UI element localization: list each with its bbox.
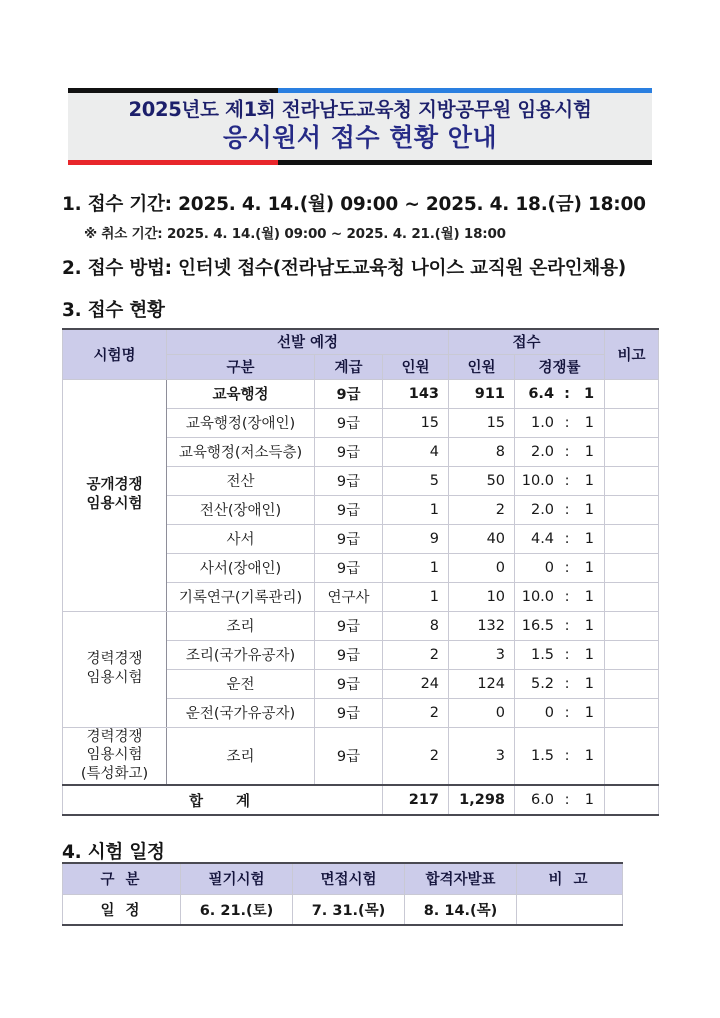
cell-planned-count: 4 xyxy=(383,437,449,466)
cell-division: 조리(국가유공자) xyxy=(167,640,315,669)
schedule-announcement-date: 8. 14.(목) xyxy=(405,894,517,925)
title-banner xyxy=(68,88,652,165)
header-note: 비고 xyxy=(605,329,659,379)
banner-bottom-rule-black xyxy=(278,160,652,165)
ratio-colon: : xyxy=(564,414,570,431)
cell-ratio xyxy=(515,379,605,408)
schedule-header-row xyxy=(63,863,623,894)
schedule-written-date: 6. 21.(토) xyxy=(181,894,293,925)
table-body xyxy=(63,379,659,815)
cell-applied-count: 2 xyxy=(449,495,515,524)
ratio-colon: : xyxy=(564,559,570,576)
cell-ratio xyxy=(515,524,605,553)
table-header-row-1 xyxy=(63,329,659,354)
cell-rank: 9급 xyxy=(315,408,383,437)
ratio-base: 1 xyxy=(584,559,595,576)
cell-rank: 9급 xyxy=(315,524,383,553)
ratio-value: 10.0 xyxy=(521,588,555,605)
ratio-value: 1.5 xyxy=(530,646,555,663)
section-2-application-method: 2. 접수 방법: 인터넷 접수(전라남도교육청 나이스 교직원 온라인채용) xyxy=(62,258,627,279)
schedule-interview-date: 7. 31.(목) xyxy=(293,894,405,925)
schedule-header-note: 비 고 xyxy=(517,863,623,894)
cell-note xyxy=(605,582,659,611)
cell-applied-count: 3 xyxy=(449,727,515,785)
ratio-value: 0 xyxy=(544,704,555,721)
cell-division: 운전 xyxy=(167,669,315,698)
banner-bottom-rule xyxy=(68,160,652,165)
banner-bottom-rule-red xyxy=(68,160,278,165)
cell-note xyxy=(605,698,659,727)
header-division: 구분 xyxy=(167,354,315,379)
header-exam-name: 시험명 xyxy=(63,329,167,379)
ratio-base: 1 xyxy=(584,472,595,489)
cell-ratio xyxy=(515,437,605,466)
cell-division: 교육행정(저소득층) xyxy=(167,437,315,466)
header-applied-group: 접수 xyxy=(449,329,605,354)
ratio-value: 1.0 xyxy=(530,414,555,431)
cell-planned-count: 24 xyxy=(383,669,449,698)
ratio-value: 10.0 xyxy=(521,472,555,489)
ratio-base: 1 xyxy=(584,617,595,634)
cell-rank: 9급 xyxy=(315,640,383,669)
header-planned-group: 선발 예정 xyxy=(167,329,449,354)
cell-exam-group-name: 공개경쟁 임용시험 xyxy=(63,379,167,611)
cell-exam-group-name: 경력경쟁 임용시험 (특성화고) xyxy=(63,727,167,785)
cell-division: 사서(장애인) xyxy=(167,553,315,582)
cell-note xyxy=(605,611,659,640)
cell-planned-count: 2 xyxy=(383,698,449,727)
total-applied-count: 1,298 xyxy=(449,785,515,815)
cell-rank: 9급 xyxy=(315,466,383,495)
cell-ratio xyxy=(515,611,605,640)
ratio-base: 1 xyxy=(584,501,595,518)
schedule-header-division: 구 분 xyxy=(63,863,181,894)
total-note xyxy=(605,785,659,815)
banner-subtitle: 2025년도 제1회 전라남도교육청 지방공무원 임용시험 xyxy=(128,98,592,121)
ratio-colon: : xyxy=(564,501,570,518)
ratio-base: 1 xyxy=(584,675,595,692)
banner-top-rule xyxy=(68,88,652,93)
ratio-colon: : xyxy=(564,472,570,489)
ratio-colon: : xyxy=(564,530,570,547)
ratio-value: 16.5 xyxy=(521,617,555,634)
header-ratio: 경쟁률 xyxy=(515,354,605,379)
cell-division: 전산 xyxy=(167,466,315,495)
ratio-base: 1 xyxy=(584,443,595,460)
ratio-colon: : xyxy=(564,443,570,460)
cell-planned-count: 1 xyxy=(383,495,449,524)
cell-division: 사서 xyxy=(167,524,315,553)
cell-note xyxy=(605,553,659,582)
cell-applied-count: 911 xyxy=(449,379,515,408)
ratio-colon: : xyxy=(564,588,570,605)
cell-applied-count: 0 xyxy=(449,698,515,727)
total-planned-count: 217 xyxy=(383,785,449,815)
cell-division: 운전(국가유공자) xyxy=(167,698,315,727)
ratio-base: 1 xyxy=(584,588,595,605)
cell-ratio xyxy=(515,698,605,727)
cell-ratio xyxy=(515,669,605,698)
cell-applied-count: 50 xyxy=(449,466,515,495)
ratio-colon: : xyxy=(564,646,570,663)
cell-applied-count: 10 xyxy=(449,582,515,611)
cell-ratio xyxy=(515,727,605,785)
cell-rank: 9급 xyxy=(315,669,383,698)
cell-division: 전산(장애인) xyxy=(167,495,315,524)
exam-schedule-table xyxy=(62,862,623,926)
cell-planned-count: 1 xyxy=(383,582,449,611)
schedule-header-announcement: 합격자발표 xyxy=(405,863,517,894)
section-4-heading: 4. 시험 일정 xyxy=(62,842,165,863)
cell-rank: 9급 xyxy=(315,727,383,785)
cell-ratio xyxy=(515,582,605,611)
schedule-data-row xyxy=(63,894,623,925)
cell-applied-count: 8 xyxy=(449,437,515,466)
ratio-value: 6.4 xyxy=(528,385,555,402)
banner-top-rule-blue xyxy=(278,88,652,93)
cell-applied-count: 40 xyxy=(449,524,515,553)
ratio-colon: : xyxy=(564,617,570,634)
cell-rank: 9급 xyxy=(315,437,383,466)
section-1-application-period: 1. 접수 기간: 2025. 4. 14.(월) 09:00 ~ 2025. 4. 18.(금) 18:00 xyxy=(62,194,646,215)
ratio-base: 1 xyxy=(583,385,595,402)
cell-division: 기록연구(기록관리) xyxy=(167,582,315,611)
cell-planned-count: 1 xyxy=(383,553,449,582)
ratio-value: 0 xyxy=(544,559,555,576)
banner-body xyxy=(68,93,652,160)
cell-planned-count: 5 xyxy=(383,466,449,495)
header-applied-count: 인원 xyxy=(449,354,515,379)
cell-rank: 9급 xyxy=(315,698,383,727)
cell-applied-count: 0 xyxy=(449,553,515,582)
ratio-value: 2.0 xyxy=(530,501,555,518)
ratio-base: 1 xyxy=(584,704,595,721)
section-1-cancel-note: ※ 취소 기간: 2025. 4. 14.(월) 09:00 ~ 2025. 4. 21.(월) 18:00 xyxy=(84,226,506,242)
cell-note xyxy=(605,640,659,669)
ratio-base: 1 xyxy=(584,792,595,809)
cell-planned-count: 9 xyxy=(383,524,449,553)
ratio-colon: : xyxy=(564,704,570,721)
cell-planned-count: 2 xyxy=(383,640,449,669)
ratio-value: 4.4 xyxy=(530,530,555,547)
cell-exam-group-name: 경력경쟁 임용시험 xyxy=(63,611,167,727)
cell-division: 조리 xyxy=(167,727,315,785)
cell-rank: 9급 xyxy=(315,495,383,524)
ratio-colon: : xyxy=(564,675,570,692)
total-label: 합 계 xyxy=(63,785,383,815)
table-total-row xyxy=(63,785,659,815)
cell-note xyxy=(605,727,659,785)
cell-ratio xyxy=(515,495,605,524)
ratio-colon: : xyxy=(564,792,570,809)
cell-ratio xyxy=(515,408,605,437)
schedule-row-label: 일 정 xyxy=(63,894,181,925)
cell-applied-count: 15 xyxy=(449,408,515,437)
ratio-base: 1 xyxy=(584,414,595,431)
cell-planned-count: 8 xyxy=(383,611,449,640)
cell-rank: 9급 xyxy=(315,611,383,640)
cell-rank: 연구사 xyxy=(315,582,383,611)
ratio-colon: : xyxy=(564,747,570,764)
table-row xyxy=(63,379,659,408)
ratio-base: 1 xyxy=(584,530,595,547)
cell-applied-count: 132 xyxy=(449,611,515,640)
ratio-value: 5.2 xyxy=(530,675,555,692)
ratio-value: 1.5 xyxy=(530,747,555,764)
banner-top-rule-black xyxy=(68,88,278,93)
cell-ratio xyxy=(515,640,605,669)
schedule-header-interview: 면접시험 xyxy=(293,863,405,894)
schedule-note xyxy=(517,894,623,925)
cell-division: 조리 xyxy=(167,611,315,640)
cell-note xyxy=(605,669,659,698)
cell-applied-count: 3 xyxy=(449,640,515,669)
ratio-base: 1 xyxy=(584,747,595,764)
header-rank: 계급 xyxy=(315,354,383,379)
cell-planned-count: 143 xyxy=(383,379,449,408)
application-status-table xyxy=(62,328,659,816)
ratio-value: 2.0 xyxy=(530,443,555,460)
ratio-base: 1 xyxy=(584,646,595,663)
table-row xyxy=(63,727,659,785)
cell-ratio xyxy=(515,553,605,582)
cell-note xyxy=(605,466,659,495)
cell-note xyxy=(605,408,659,437)
ratio-value: 6.0 xyxy=(530,792,555,809)
schedule-header-written: 필기시험 xyxy=(181,863,293,894)
cell-note xyxy=(605,437,659,466)
cell-rank: 9급 xyxy=(315,553,383,582)
banner-title: 응시원서 접수 현황 안내 xyxy=(222,123,498,153)
section-3-heading: 3. 접수 현황 xyxy=(62,300,165,321)
cell-note xyxy=(605,524,659,553)
cell-division: 교육행정 xyxy=(167,379,315,408)
cell-ratio xyxy=(515,785,605,815)
cell-planned-count: 15 xyxy=(383,408,449,437)
cell-note xyxy=(605,495,659,524)
cell-applied-count: 124 xyxy=(449,669,515,698)
cell-note xyxy=(605,379,659,408)
cell-division: 교육행정(장애인) xyxy=(167,408,315,437)
cell-ratio xyxy=(515,466,605,495)
table-row xyxy=(63,611,659,640)
header-planned-count: 인원 xyxy=(383,354,449,379)
ratio-colon: : xyxy=(564,385,570,402)
cell-rank: 9급 xyxy=(315,379,383,408)
cell-planned-count: 2 xyxy=(383,727,449,785)
